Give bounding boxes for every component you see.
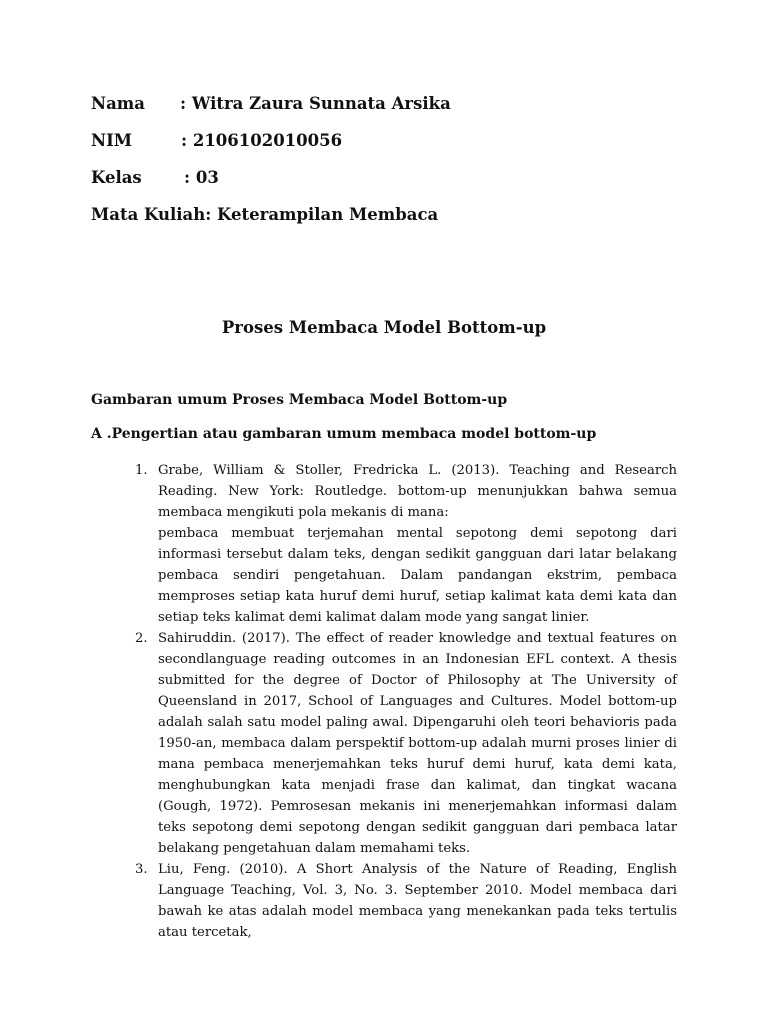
matkul-line: Mata Kuliah: Keterampilan Membaca [91,205,439,224]
section-heading: Gambaran umum Proses Membaca Model Bottom-up [91,392,508,408]
matkul-row [91,205,438,224]
name-label: Nama [91,94,145,113]
reference-list [91,460,677,943]
document-title: Proses Membaca Model Bottom-up [221,318,547,337]
list-item-text: pembaca membuat terjemahan mental sepotong demi sepotong dari informasi tersebut dalam teks, dengan sedikit gangguan dari latar belakang pembaca sendiri pengetahuan. Dalam pandangan ekstrim, pembaca memproses setiap kata huruf demi huruf, setiap kalimat kata demi kata dan setiap teks kalimat demi kalimat dalam mode yang sangat linier. [158,526,677,625]
list-item-number: 3. [135,862,148,877]
kelas-value: : 03 [184,168,219,187]
name-row [91,94,451,113]
nim-label: NIM [91,131,133,150]
nim-value: : 2106102010056 [181,131,343,150]
list-item-number: 2. [135,631,148,646]
kelas-label: Kelas [91,168,142,187]
name-value: : Witra Zaura Sunnata Arsika [180,94,451,113]
list-item-number: 1. [135,463,148,478]
list-item-text: Grabe, William & Stoller, Fredricka L. (2013). Teaching and Research Reading. New York: Routledge. bottom-up menunjukkan bahwa semua membaca mengikuti pola mekanis di mana: [158,463,677,520]
list-item [91,628,677,859]
nim-row [91,131,343,150]
kelas-row [91,168,219,187]
list-item-text: Liu, Feng. (2010). A Short Analysis of the Nature of Reading, English Language Teaching, Vol. 3, No. 3. September 2010. Model membaca dari bawah ke atas adalah model membaca yang menekankan pada teks tertulis atau tercetak, [158,862,677,940]
list-item [91,460,677,628]
list-item [91,859,677,943]
subsection-heading: A .Pengertian atau gambaran umum membaca model bottom-up [91,426,597,442]
list-item-text: Sahiruddin. (2017). The effect of reader knowledge and textual features on secondlanguage reading outcomes in an Indonesian EFL context. A thesis submitted for the degree of Doctor of Philosophy at The University of Queensland in 2017, School of Languages and Cultures. Model bottom-up adalah salah satu model paling awal. Dipengaruhi oleh teori behavioris pada 1950-an, membaca dalam perspektif bottom-up adalah murni proses linier di mana pembaca menerjemahkan teks huruf demi huruf, kata demi kata, menghubungkan kata menjadi frase dan kalimat, dan tingkat wacana (Gough, 1972). Pemrosesan mekanis ini menerjemahkan informasi dalam teks sepotong demi sepotong dengan sedikit gangguan dari pembaca latar belakang pengetahuan dalam memahami teks. [158,631,677,856]
